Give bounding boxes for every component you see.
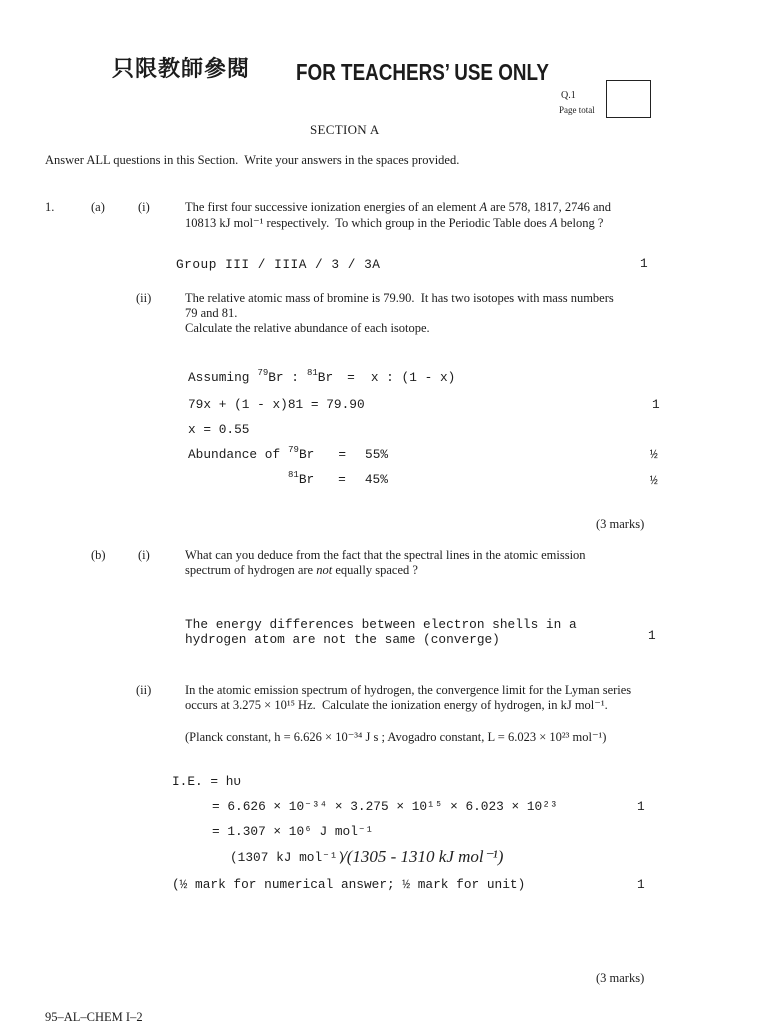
part-b-i-answer-line-2: hydrogen atom are not the same (converge) [185,632,500,647]
part-a-ii-question-line-2: 79 and 81. [185,306,238,320]
part-a-i-question-line-2 [185,215,603,231]
equals-sign: = [347,370,355,385]
mass-equation-mark: 1 [652,397,660,412]
marking-note: (½ mark for numerical answer; ½ mark for unit) [172,877,526,892]
part-a-ii-question-line-3: Calculate the relative abundance of each isotope. [185,321,430,335]
abundance-value: 45% [364,472,388,487]
substitution-line: = 6.626 × 10⁻³⁴ × 3.275 × 10¹⁵ × 6.023 × 10²³ [212,799,558,814]
text-segment: 10813 kJ mol⁻¹ respectively. To which group in the Periodic Table does [185,216,550,230]
marking-note-mark: 1 [637,877,645,892]
question-label: Q.1 [561,90,576,101]
result-joules: = 1.307 × 10⁶ J mol⁻¹ [212,824,374,839]
ratio-right: x : (1 - x) [370,370,456,385]
abundance-79-mark: ½ [650,447,658,462]
part-a-i-label: (i) [138,200,150,214]
part-a-ii-question-line-1: The relative atomic mass of bromine is 79.90. It has two isotopes with mass numbers [185,291,614,305]
text-segment: belong ? [557,216,604,230]
text-segment: spectrum of hydrogen are [185,563,317,577]
abundance-81-line [288,472,388,488]
solution-x: x = 0.55 [188,422,250,437]
part-b-i-question-line-2 [185,562,418,578]
element-symbol: Br [298,447,315,462]
mass-number-81: 81 [306,368,318,378]
part-b-ii-label: (ii) [136,683,152,697]
part-a-marks-total: (3 marks) [596,517,645,531]
page-total-label: Page total [559,105,595,115]
part-b-i-mark: 1 [648,628,656,643]
result-kilojoules: (1307 kJ mol⁻¹) [230,850,346,865]
part-b-i-question-line-1: What can you deduce from the fact that the spectral lines in the atomic emission [185,548,586,562]
element-symbol: A [479,200,488,214]
part-b-label: (b) [91,548,106,562]
abundance-81-mark: ½ [650,473,658,488]
part-a-ii-label: (ii) [136,291,152,305]
handwritten-acceptable-range: /(1305 - 1310 kJ mol⁻¹) [342,847,504,866]
equals-sign: = [338,447,347,462]
part-a-i-question-line-1 [185,199,611,215]
part-b-i-answer-line-1: The energy differences between electron shells in a [185,617,577,632]
abundance-value: 55% [365,447,389,462]
part-b-ii-question-line-2: occurs at 3.275 × 10¹⁵ Hz. Calculate the ionization energy of hydrogen, in kJ mol⁻¹. [185,698,608,712]
part-a-i-mark: 1 [640,256,648,271]
paper-code-footer: 95–AL–CHEM I–2 [45,1010,143,1024]
text-segment: are 578, 1817, 2746 and [487,200,612,214]
chinese-title: 只限教師參閱 [112,57,251,82]
element-symbol: A [549,216,558,230]
ionization-energy-formula: I.E. = hυ [172,774,242,789]
mass-number-79: 79 [288,445,299,455]
ratio-left: Br : [268,370,299,385]
question-number: 1. [45,200,55,214]
emphasis-not: not [316,563,333,577]
part-a-i-answer: Group III / IIIA / 3 / 3A [176,257,381,272]
part-b-i-label: (i) [138,548,150,562]
section-instructions: Answer ALL questions in this Section. Write your answers in the spaces provided. [45,153,460,167]
part-b-marks-total: (3 marks) [596,971,645,985]
abundance-79-line [188,447,388,463]
element-symbol: Br [317,370,334,385]
substitution-mark: 1 [637,799,645,814]
part-b-ii-question-line-1: In the atomic emission spectrum of hydrogen, the convergence limit for the Lyman series [185,683,632,697]
page-total-box [606,80,651,118]
physical-constants: (Planck constant, h = 6.626 × 10⁻³⁴ J s ; Avogadro constant, L = 6.023 × 10²³ mol⁻¹) [185,730,607,744]
text-segment: equally spaced ? [332,563,418,577]
element-symbol: Br [298,472,315,487]
assumption-word: Assuming [188,370,250,385]
text-segment: The first four successive ionization energies of an element [185,200,480,214]
part-a-label: (a) [91,200,105,214]
mass-equation: 79x + (1 - x)81 = 79.90 [188,397,365,412]
section-title: SECTION A [310,122,380,137]
mass-number-81: 81 [288,470,299,480]
isotope-ratio-assumption [188,370,455,386]
mass-number-79: 79 [257,368,269,378]
abundance-label: Abundance of [188,447,281,462]
teachers-use-title: FOR TEACHERS’ USE ONLY [296,59,549,85]
equals-sign: = [338,472,346,487]
